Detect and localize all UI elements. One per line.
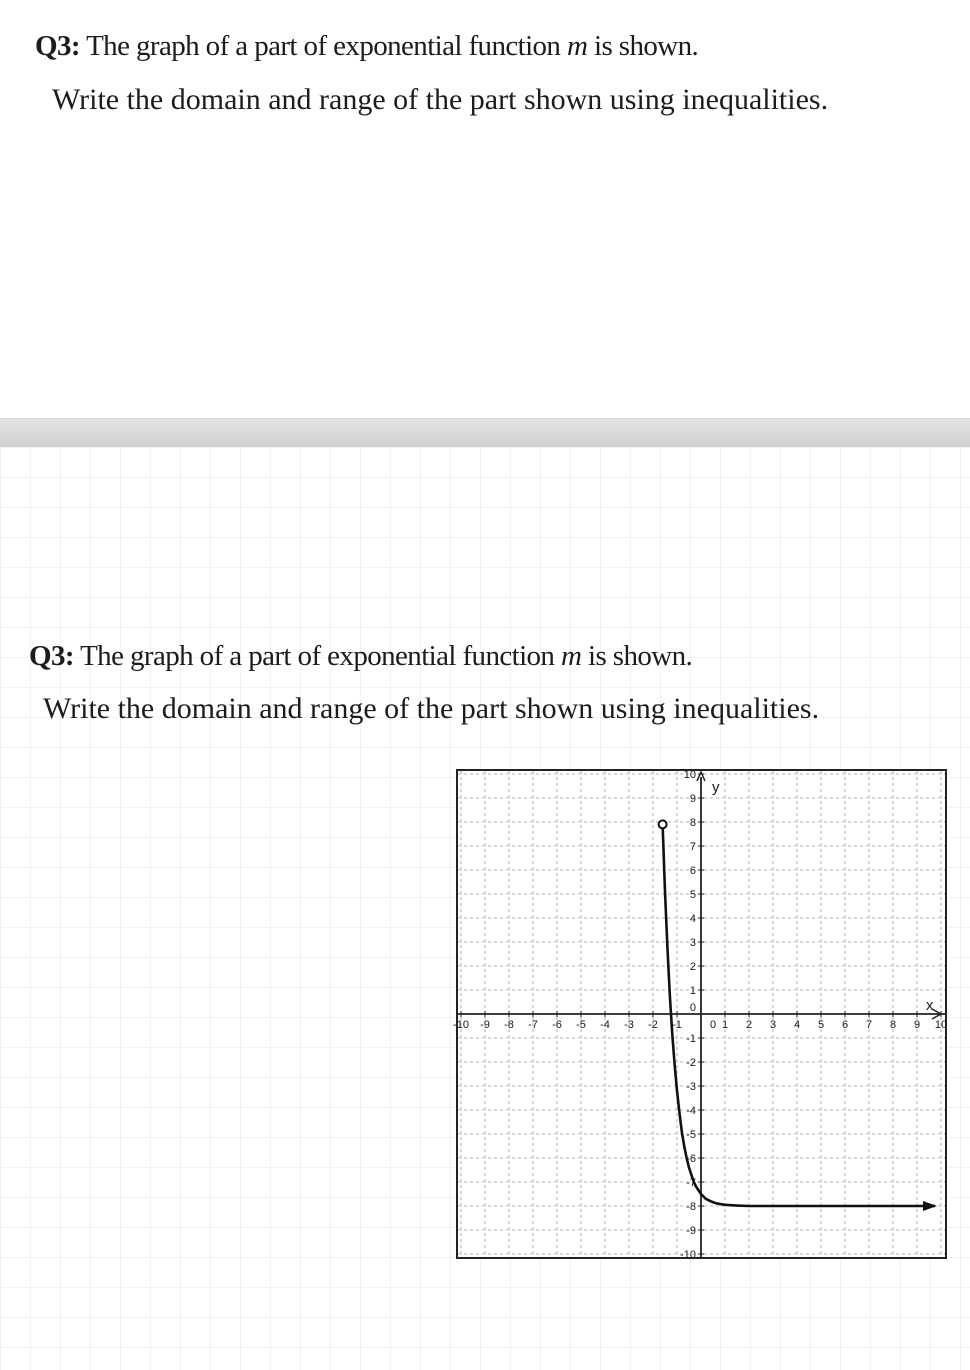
x-tick-label: -6 (552, 1019, 562, 1031)
y-tick-label: -4 (686, 1105, 696, 1117)
question-label: Q3: (35, 30, 80, 62)
top-question-panel (0, 0, 970, 418)
x-tick-label: -3 (624, 1019, 634, 1031)
y-tick-label: -8 (686, 1201, 696, 1213)
y-tick-label: -5 (686, 1129, 696, 1141)
x-tick-label: 1 (721, 1019, 729, 1031)
y-tick-label: -10 (680, 1249, 696, 1261)
y-tick-label: -9 (686, 1225, 696, 1237)
x-axis-label: x (926, 997, 934, 1014)
x-tick-label: -4 (600, 1019, 610, 1031)
y-tick-label: 2 (689, 961, 696, 973)
question-title (35, 30, 698, 63)
question-label: Q3: (29, 640, 74, 672)
question-title-end: is shown. (588, 640, 693, 672)
graph-canvas (453, 769, 948, 1261)
x-tick-label: -9 (480, 1019, 490, 1031)
y-tick-label: -2 (686, 1057, 696, 1069)
y-tick-label: 7 (689, 841, 696, 853)
page-divider (0, 418, 970, 448)
y-tick-label: -7 (686, 1177, 696, 1189)
x-tick-label: 9 (913, 1019, 921, 1031)
y-tick-label: -6 (686, 1153, 696, 1165)
x-tick-label: -5 (576, 1019, 586, 1031)
y-tick-label: -1 (686, 1033, 696, 1045)
x-tick-label: -8 (504, 1019, 514, 1031)
x-tick-label: 3 (769, 1019, 777, 1031)
open-endpoint (659, 820, 667, 828)
question-instruction: Write the domain and range of the part shown using inequalities. (43, 692, 820, 725)
y-tick-label: 6 (689, 865, 696, 877)
question-title-end: is shown. (594, 30, 699, 62)
exponential-graph (453, 769, 948, 1261)
x-tick-label: 4 (793, 1019, 801, 1031)
y-axis-label: y (712, 779, 720, 796)
x-tick-label: -2 (648, 1019, 658, 1031)
question-title-text: The graph of a part of exponential function (86, 30, 561, 62)
x-tick-label: 5 (817, 1019, 825, 1031)
x-tick-label: 6 (841, 1019, 849, 1031)
y-tick-label: 8 (689, 817, 696, 829)
x-tick-label: 7 (865, 1019, 873, 1031)
question-instruction: Write the domain and range of the part shown using inequalities. (52, 83, 829, 116)
x-tick-label: 10 (934, 1019, 948, 1031)
y-tick-label: 1 (689, 985, 696, 997)
y-tick-label: 10 (683, 769, 696, 781)
y-tick-label: 0 (689, 1002, 696, 1014)
x-tick-label: 8 (889, 1019, 897, 1031)
y-tick-label: -3 (686, 1081, 696, 1093)
function-name: m (561, 640, 582, 672)
x-tick-label: 0 (709, 1019, 717, 1031)
y-tick-label: 5 (689, 889, 696, 901)
x-tick-label: -10 (453, 1019, 469, 1031)
x-tick-label: 2 (745, 1019, 753, 1031)
x-tick-label: -1 (672, 1019, 682, 1031)
y-tick-label: 3 (689, 937, 696, 949)
question-title (29, 640, 692, 673)
function-name: m (567, 30, 588, 62)
x-tick-label: -7 (528, 1019, 538, 1031)
y-tick-label: 9 (689, 793, 696, 805)
y-tick-label: 4 (689, 913, 696, 925)
question-title-text: The graph of a part of exponential function (80, 640, 555, 672)
